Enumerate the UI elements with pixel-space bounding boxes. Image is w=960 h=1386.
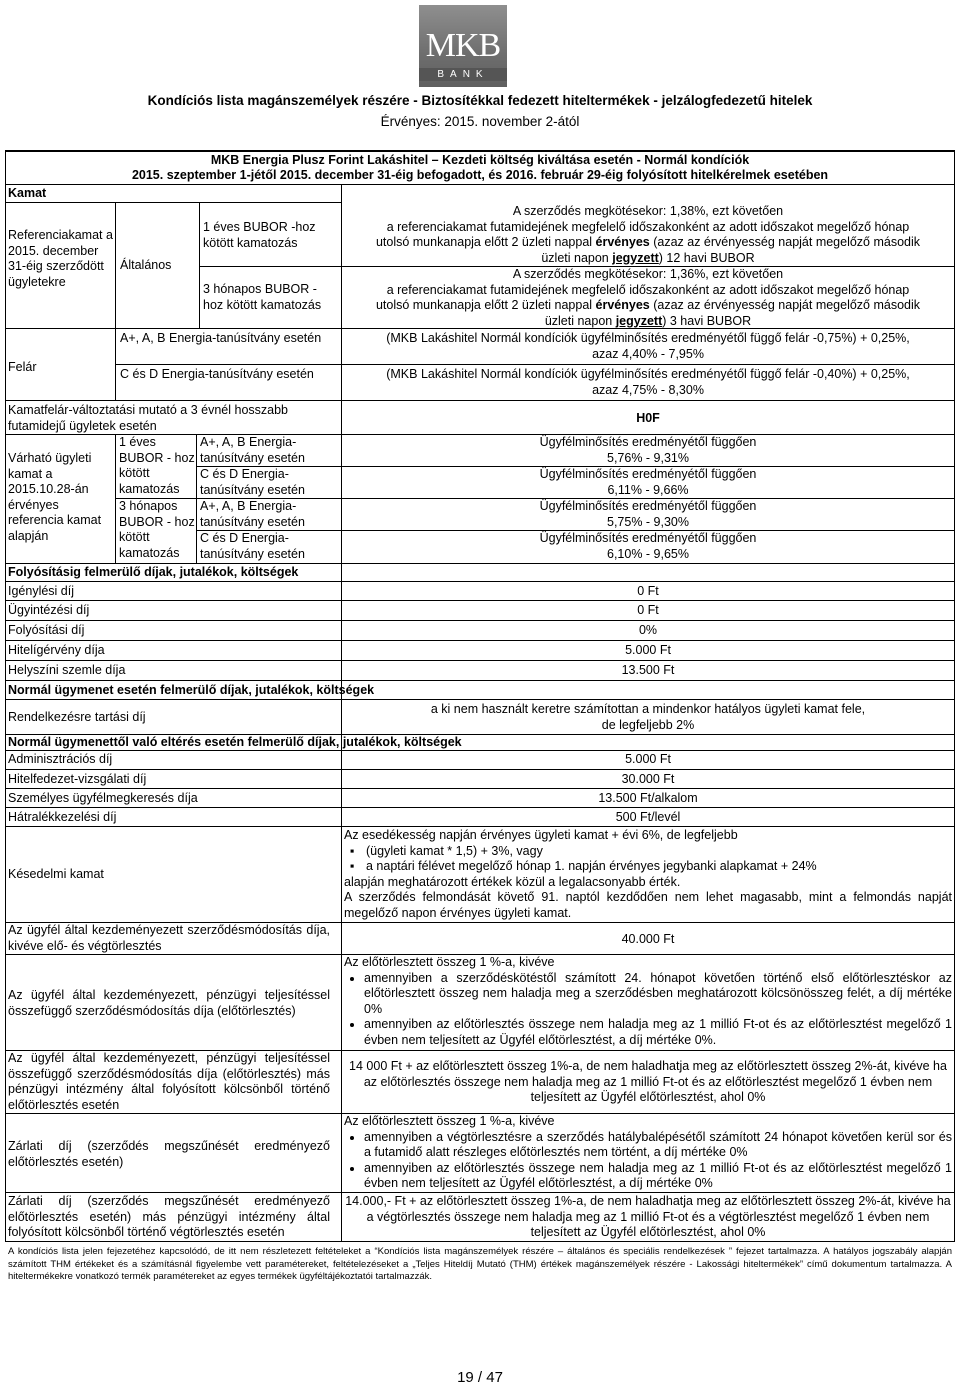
kamat-1y-text: A szerződés megkötésekor: 1,38%, ezt követően a referenciakamat futamidejének megfelelő időszakonként az adott időszakot megelőző hónap utolsó munkanapja előtt 2 üzleti nappal érvényes (azaz az érvényesség napját megelőző második üzleti napon jegyzett) 12 havi BUBOR bbox=[375, 204, 921, 265]
logo-subtext: BANK bbox=[419, 68, 507, 81]
elteres-heading: Normál ügymenettől való eltérés esetén felmerülő díjak, jutalékok, költségek bbox=[8, 735, 462, 749]
bubor-3m-label: 3 hónapos BUBOR - hoz kötött kamatozás bbox=[203, 282, 322, 312]
varhato-value-1: Ügyfélminősítés eredményétől függően 5,76% - 9,31% bbox=[539, 435, 757, 465]
adminisztracios-dij-label: Adminisztrációs díj bbox=[8, 752, 113, 766]
folyositasi-dij-value: 0% bbox=[638, 623, 658, 637]
kesedelmi-kamat-label: Késedelmi kamat bbox=[8, 867, 104, 881]
varhato-value-4: Ügyfélminősítés eredményétől függően 6,10% - 9,65% bbox=[539, 531, 757, 561]
elotorlesztes-mas-intezmeny-label: Az ügyfél által kezdeményezett, pénzügyi teljesítéssel összefüggő szerződésmódosítás díja (előtörlesztés) más pénzügyi intézmény által folyósított kölcsönből történő előtörlesztés esetén bbox=[8, 1051, 330, 1112]
altalanos-label: Általános bbox=[120, 258, 172, 272]
zarlati-dij-mas-intezmeny-value: 14.000,- Ft + az előtörlesztett összeg 1%-a, de nem haladhatja meg az előtörlesztett összeg 2%-át, kivéve ha a végtörlesztés összege nem haladja meg az 1 millió Ft-ot és a végtörlesztést megelőző 1 évben nem teljesített az Ügyfél előtörlesztést, ahol 0% bbox=[345, 1194, 951, 1239]
bubor-1y-label: 1 éves BUBOR -hoz kötött kamatozás bbox=[203, 220, 316, 250]
ugyfelmegkereses-dij-value: 13.500 Ft/alkalom bbox=[598, 791, 698, 805]
varhato-value-2: Ügyfélminősítés eredményétől függően 6,11% - 9,66% bbox=[539, 467, 757, 497]
table-right-border bbox=[954, 150, 955, 1242]
value-column-divider bbox=[341, 184, 342, 1242]
kamat-label: Kamat bbox=[8, 186, 47, 200]
zarlati-dij-label: Zárlati díj (szerződés megszűnését eredményező előtörlesztés esetén) bbox=[8, 1139, 330, 1169]
igenylesi-dij-value: 0 Ft bbox=[637, 584, 659, 598]
higeriveny-dij-value: 5.000 Ft bbox=[625, 643, 671, 657]
felar-value-cd: (MKB Lakáshitel Normál kondíciók ügyfélminősítés eredményétől függő felár -0,40%) + 0,25%, azaz 4,75% - 8,30% bbox=[386, 367, 910, 397]
hatralekkezelesi-dij-label: Hátralékkezelési díj bbox=[8, 810, 117, 824]
ugyfelmegkereses-dij-label: Személyes ügyfélmegkeresés díja bbox=[8, 791, 198, 805]
validity-date: Érvényes: 2015. november 2-ától bbox=[380, 114, 580, 129]
product-period: 2015. szeptember 1-jétől 2015. december 31-éig befogadott, és 2016. február 29-éig folyósított hitelkérelmek esetében bbox=[131, 168, 829, 182]
zarlati-dij-value: Az előtörlesztett összeg 1 %-a, kivéve • amennyiben a végtörlesztésre a szerződés hatálybalépésétől számított 24 hónapot követően kerül sor és a futamidő alatt részleges előtörlesztés nem történt, a díj mértéke 0% • amennyiben az előtörlesztés összege nem haladja meg az 1 millió Ft-ot és az előtörlesztést megelőző 1 évben nem teljesített az Ügyfél előtörlesztést, a díj mértéke 0% bbox=[344, 1114, 952, 1192]
helyszini-szemle-label: Helyszíni szemle díja bbox=[8, 663, 126, 677]
varhato-cert-cd-2: C és D Energia-tanúsítvány esetén bbox=[200, 531, 305, 561]
hitelfedezet-dij-value: 30.000 Ft bbox=[621, 772, 675, 786]
varhato-cert-ab-1: A+, A, B Energia-tanúsítvány esetén bbox=[200, 435, 305, 465]
kamat-3m-text: A szerződés megkötésekor: 1,36%, ezt követően a referenciakamat futamidejének megfelelő időszakonként az adott időszakot megelőző hónap utolsó munkanapja előtt 2 üzleti nappal érvényes (azaz az érvényesség napját megelőző második üzleti napon jegyzett) 3 havi BUBOR bbox=[375, 267, 921, 328]
folyositas-heading: Folyósításig felmerülő díjak, jutalékok, költségek bbox=[8, 565, 299, 579]
szerzodesmodositas-value: 40.000 Ft bbox=[621, 932, 675, 946]
szerzodesmodositas-label: Az ügyfél által kezdeményezett szerződésmódosítás díja, kivéve elő- és végtörlesztés bbox=[8, 923, 330, 953]
normal-heading: Normál ügymenet esetén felmerülő díjak, jutalékok, költségek bbox=[8, 683, 375, 697]
varhato-cert-ab-2: A+, A, B Energia-tanúsítvány esetén bbox=[200, 499, 305, 529]
higeriveny-dij-label: Hitelígérvény díja bbox=[8, 643, 105, 657]
felar-cert-ab: A+, A, B Energia-tanúsítvány esetén bbox=[120, 331, 322, 345]
kesedelmi-kamat-value: Az esedékesség napján érvényes ügyleti kamat + évi 6%, de legfeljebb ▪ (ügyleti kamat * 1,5) + 3%, vagy ▪ a naptári félévet megelőző hónap 1. napján érvényes jegybanki alapkamat + 24% alapján meghatározott értékek közül a legalacsonyabb érték. A szerződés felmondását követő 91. naptól kezdődően nem lehet magasabb, mint a felmondás napját megelőző napon érvényes ügyleti kamat. bbox=[344, 828, 952, 921]
folyositasi-dij-label: Folyósítási díj bbox=[8, 623, 85, 637]
kamatfelar-value: H0F bbox=[636, 411, 660, 425]
referenciakamat-label: Referenciakamat a 2015. december 31-éig szerződött ügyletekre bbox=[8, 228, 113, 289]
hitelfedezet-dij-label: Hitelfedezet-vizsgálati díj bbox=[8, 772, 147, 786]
mkb-bank-logo bbox=[419, 5, 507, 87]
varhato-bubor-3m: 3 hónapos BUBOR - hoz kötött kamatozás bbox=[119, 499, 195, 560]
felar-label: Felár bbox=[8, 360, 37, 374]
product-title: MKB Energia Plusz Forint Lakáshitel – Kezdeti költség kiváltása esetén - Normál kondíciók bbox=[210, 153, 750, 167]
hatralekkezelesi-dij-value: 500 Ft/levél bbox=[615, 810, 681, 824]
rendelkezesre-tartasi-label: Rendelkezésre tartási díj bbox=[8, 710, 146, 724]
adminisztracios-dij-value: 5.000 Ft bbox=[625, 752, 671, 766]
rendelkezesre-tartasi-value: a ki nem használt keretre számítottan a mindenkor hatályos ügyleti kamat fele, de legfeljebb 2% bbox=[430, 702, 866, 732]
ugyintezesi-dij-label: Ügyintézési díj bbox=[8, 603, 90, 617]
felar-value-ab: (MKB Lakáshitel Normál kondíciók ügyfélminősítés eredményétől függő felár -0,75%) + 0,25%, azaz 4,40% - 7,95% bbox=[386, 331, 910, 361]
helyszini-szemle-value: 13.500 Ft bbox=[621, 663, 675, 677]
page-title: Kondíciós lista magánszemélyek részére - Biztosítékkal fedezett hiteltermékek - jelzálogfedezetű hitelek bbox=[147, 93, 813, 108]
footer-note: A kondíciós lista jelen fejezetéhez kapcsolódó, de itt nem részletezett feltételeket a “Kondíciós lista magánszemélyek részére – általános és speciális rendelkezések ” fejezet tartalmazza. A hatályos jogszabály alapján számított THM értékeket és a számításnál figyelembe vett paramétereket, feltételezéseket a „Teljes Hiteldíj Mutató (THM) értékek magánszemélyek részére - Lakossági hiteltermékek” című dokumentum tartalmazza. A hiteltermékekre vonatkozó termék paramétereket az egyes termékek ügyféltájékoztatói tartalmazzák. bbox=[8, 1246, 952, 1282]
varhato-bubor-1y: 1 éves BUBOR - hoz kötött kamatozás bbox=[119, 435, 195, 496]
table-top-border bbox=[5, 150, 955, 152]
varhato-kamat-label: Várható ügyleti kamat a 2015.10.28-án érvényes referencia kamat alapján bbox=[8, 451, 102, 543]
felar-cert-cd: C és D Energia-tanúsítvány esetén bbox=[120, 367, 314, 381]
kamatfelar-label: Kamatfelár-változtatási mutató a 3 évnél hosszabb futamidejű ügyletek esetén bbox=[8, 403, 289, 433]
zarlati-dij-mas-intezmeny-label: Zárlati díj (szerződés megszűnését eredményező előtörlesztés esetén) más pénzügyi intézmény által folyósított kölcsönből történő végtörlesztés esetén bbox=[8, 1194, 330, 1239]
table-bottom-border bbox=[5, 1241, 955, 1242]
elotorlesztes-mas-intezmeny-value: 14 000 Ft + az előtörlesztett összeg 1%-a, de nem haladhatja meg az előtörlesztett összeg 2%-át, kivéve ha az előtörlesztés összege nem haladja meg az 1 millió Ft-ot és az előtörlesztést megelőző 1 évben nem teljesített az Ügyfél előtörlesztést, ahol 0% bbox=[349, 1059, 947, 1104]
varhato-cert-cd-1: C és D Energia-tanúsítvány esetén bbox=[200, 467, 305, 497]
table-left-border bbox=[5, 150, 6, 1242]
varhato-value-3: Ügyfélminősítés eredményétől függően 5,75% - 9,30% bbox=[539, 499, 757, 529]
elotorlesztes-label: Az ügyfél által kezdeményezett, pénzügyi teljesítéssel összefüggő szerződésmódosítás díja (előtörlesztés) bbox=[8, 988, 330, 1018]
ugyintezesi-dij-value: 0 Ft bbox=[637, 603, 659, 617]
logo-text: MKB bbox=[425, 27, 501, 64]
igenylesi-dij-label: Igénylési díj bbox=[8, 584, 75, 598]
page-number: 19 / 47 bbox=[457, 1369, 503, 1386]
elotorlesztes-value: Az előtörlesztett összeg 1 %-a, kivéve • amennyiben a szerződéskötéstől számított 24. hónapot követően történő első előtörlesztéskor az előtörlesztett összeg nem haladja meg a szerződésben meghatározott kölcsönösszeg felét, a díj mértéke 0% • amennyiben az előtörlesztés összege nem haladja meg az 1 millió Ft-ot és az előtörlesztést megelőző 1 évben nem teljesített az Ügyfél előtörlesztést, a díj mértéke 0%. bbox=[344, 955, 952, 1048]
